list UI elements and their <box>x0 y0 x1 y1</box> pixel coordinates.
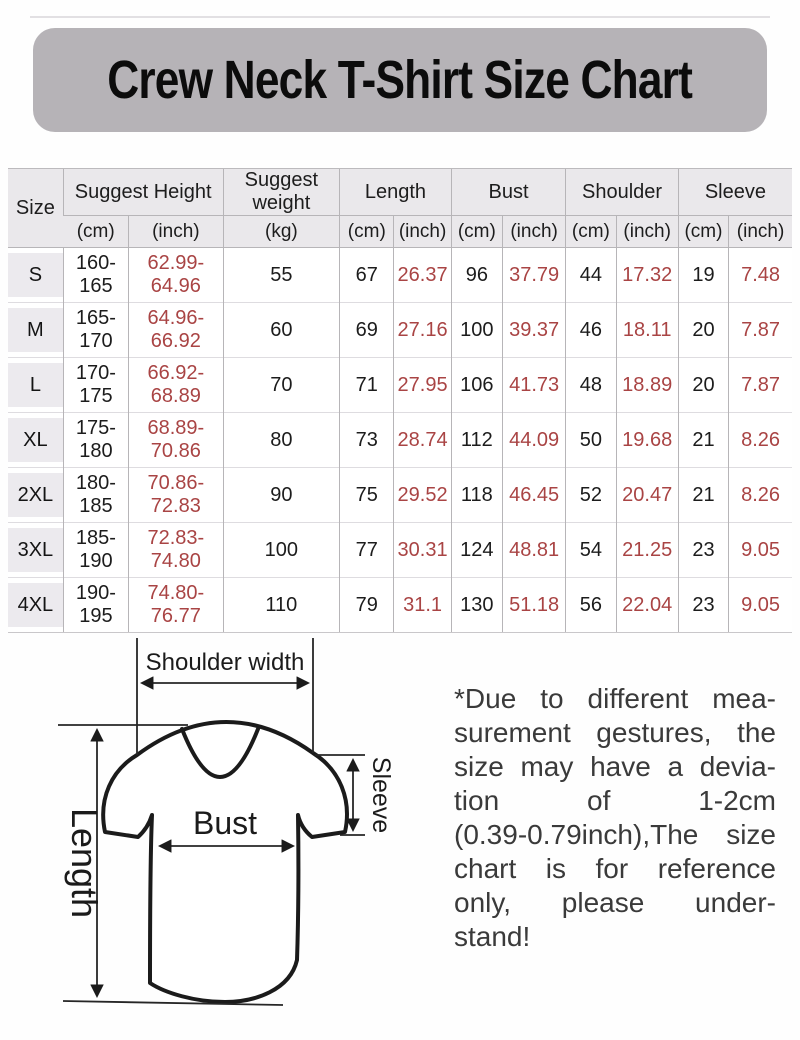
shoulder-cm-cell: 52 <box>566 468 616 523</box>
bust-inch-cell: 41.73 <box>502 358 565 413</box>
length-cm-cell: 71 <box>340 358 394 413</box>
weight-kg-cell: 60 <box>223 303 340 358</box>
shoulder-cm-cell: 56 <box>566 578 616 633</box>
size-table <box>8 168 792 633</box>
size-chip: 4XL <box>8 583 63 627</box>
note-line: tion of 1-2cm <box>454 785 776 816</box>
table-row <box>8 523 792 578</box>
length-cm-cell: 77 <box>340 523 394 578</box>
length-cm-cell: 69 <box>340 303 394 358</box>
unit-sleeve-inch: (inch) <box>729 216 792 248</box>
note-line: size may have a devia- <box>454 751 776 782</box>
height-cm-cell: 190-195 <box>63 578 128 633</box>
sleeve-cm-cell: 19 <box>678 248 728 303</box>
height-cm-cell: 170-175 <box>63 358 128 413</box>
shoulder-inch-cell: 22.04 <box>616 578 678 633</box>
header-unit-row <box>8 216 792 248</box>
col-header-shoulder: Shoulder <box>566 169 679 216</box>
weight-kg-cell: 90 <box>223 468 340 523</box>
bust-cm-cell: 96 <box>451 248 502 303</box>
sleeve-cm-cell: 21 <box>678 468 728 523</box>
size-table-rows <box>8 248 792 633</box>
col-header-sleeve: Sleeve <box>678 169 792 216</box>
sleeve-inch-cell: 7.87 <box>729 358 792 413</box>
bust-label: Bust <box>192 805 258 841</box>
col-header-bust: Bust <box>451 169 566 216</box>
unit-sleeve-cm: (cm) <box>678 216 728 248</box>
sleeve-inch-cell: 7.87 <box>729 303 792 358</box>
size-cell <box>8 413 63 468</box>
height-cm-cell: 160-165 <box>63 248 128 303</box>
weight-kg-cell: 100 <box>223 523 340 578</box>
header-group-row <box>8 169 792 216</box>
size-cell <box>8 523 63 578</box>
unit-length-cm: (cm) <box>340 216 394 248</box>
bust-inch-cell: 48.81 <box>502 523 565 578</box>
sleeve-cm-cell: 20 <box>678 358 728 413</box>
length-cm-cell: 79 <box>340 578 394 633</box>
bust-cm-cell: 100 <box>451 303 502 358</box>
table-row <box>8 358 792 413</box>
length-inch-cell: 30.31 <box>394 523 451 578</box>
table-row <box>8 303 792 358</box>
height-inch-cell: 62.99-64.96 <box>129 248 223 303</box>
size-chip: S <box>8 253 63 297</box>
shoulder-inch-cell: 18.11 <box>616 303 678 358</box>
shoulder-width-label: Shoulder width <box>145 649 305 676</box>
bust-inch-cell: 39.37 <box>502 303 565 358</box>
table-row <box>8 413 792 468</box>
sleeve-cm-cell: 23 <box>678 578 728 633</box>
length-label: Length <box>64 807 105 919</box>
sleeve-cm-cell: 20 <box>678 303 728 358</box>
title-banner <box>33 28 767 132</box>
col-header-length: Length <box>340 169 452 216</box>
bust-inch-cell: 37.79 <box>502 248 565 303</box>
top-divider <box>30 16 770 18</box>
sleeve-inch-cell: 7.48 <box>729 248 792 303</box>
height-cm-cell: 165-170 <box>63 303 128 358</box>
unit-bust-cm: (cm) <box>451 216 502 248</box>
bust-inch-cell: 46.45 <box>502 468 565 523</box>
length-inch-cell: 29.52 <box>394 468 451 523</box>
sleeve-inch-cell: 9.05 <box>729 523 792 578</box>
unit-height-cm: (cm) <box>63 216 128 248</box>
height-inch-cell: 68.89-70.86 <box>129 413 223 468</box>
length-inch-cell: 27.95 <box>394 358 451 413</box>
length-cm-cell: 73 <box>340 413 394 468</box>
col-header-height: Suggest Height <box>63 169 223 216</box>
length-inch-cell: 28.74 <box>394 413 451 468</box>
size-chip: M <box>8 308 63 352</box>
height-cm-cell: 175-180 <box>63 413 128 468</box>
size-cell <box>8 303 63 358</box>
bust-cm-cell: 130 <box>451 578 502 633</box>
unit-shoulder-inch: (inch) <box>616 216 678 248</box>
height-inch-cell: 74.80-76.77 <box>129 578 223 633</box>
size-cell <box>8 578 63 633</box>
size-chip: 3XL <box>8 528 63 572</box>
unit-length-inch: (inch) <box>394 216 451 248</box>
height-inch-cell: 72.83-74.80 <box>129 523 223 578</box>
shoulder-inch-cell: 21.25 <box>616 523 678 578</box>
sleeve-inch-cell: 8.26 <box>729 413 792 468</box>
weight-kg-cell: 70 <box>223 358 340 413</box>
size-cell <box>8 248 63 303</box>
unit-weight-kg: (kg) <box>223 216 340 248</box>
bust-inch-cell: 44.09 <box>502 413 565 468</box>
shoulder-inch-cell: 19.68 <box>616 413 678 468</box>
weight-kg-cell: 80 <box>223 413 340 468</box>
size-chip: 2XL <box>8 473 63 517</box>
size-cell <box>8 358 63 413</box>
size-table-head <box>8 169 792 248</box>
shoulder-cm-cell: 50 <box>566 413 616 468</box>
length-cm-cell: 75 <box>340 468 394 523</box>
col-header-size: Size <box>8 169 63 248</box>
table-row <box>8 468 792 523</box>
sleeve-cm-cell: 23 <box>678 523 728 578</box>
unit-height-inch: (inch) <box>129 216 223 248</box>
sleeve-cm-cell: 21 <box>678 413 728 468</box>
shoulder-cm-cell: 46 <box>566 303 616 358</box>
height-cm-cell: 180-185 <box>63 468 128 523</box>
note-line: stand! <box>454 921 531 952</box>
note-block <box>454 682 776 954</box>
note-line: *Due to different mea- <box>454 683 776 714</box>
page-title: Crew Neck T-Shirt Size Chart <box>107 50 693 110</box>
height-inch-cell: 70.86-72.83 <box>129 468 223 523</box>
sleeve-inch-cell: 8.26 <box>729 468 792 523</box>
size-cell <box>8 468 63 523</box>
shoulder-inch-cell: 20.47 <box>616 468 678 523</box>
height-cm-cell: 185-190 <box>63 523 128 578</box>
bust-inch-cell: 51.18 <box>502 578 565 633</box>
shoulder-cm-cell: 54 <box>566 523 616 578</box>
table-row <box>8 248 792 303</box>
unit-bust-inch: (inch) <box>502 216 565 248</box>
unit-shoulder-cm: (cm) <box>566 216 616 248</box>
note-line: chart is for reference <box>454 853 776 884</box>
height-inch-cell: 66.92-68.89 <box>129 358 223 413</box>
shoulder-inch-cell: 18.89 <box>616 358 678 413</box>
note-line: surement gestures, the <box>454 717 776 748</box>
weight-kg-cell: 55 <box>223 248 340 303</box>
height-inch-cell: 64.96-66.92 <box>129 303 223 358</box>
sleeve-inch-cell: 9.05 <box>729 578 792 633</box>
weight-kg-cell: 110 <box>223 578 340 633</box>
bust-cm-cell: 112 <box>451 413 502 468</box>
tshirt-outline <box>103 722 347 1002</box>
bust-cm-cell: 106 <box>451 358 502 413</box>
shoulder-cm-cell: 44 <box>566 248 616 303</box>
col-header-weight: Suggest weight <box>223 169 340 216</box>
sleeve-label: Sleeve <box>367 756 395 834</box>
tshirt-measurement-diagram <box>20 630 440 1040</box>
length-cm-cell: 67 <box>340 248 394 303</box>
size-table-wrap <box>8 168 792 633</box>
length-inch-cell: 31.1 <box>394 578 451 633</box>
shoulder-inch-cell: 17.32 <box>616 248 678 303</box>
bust-cm-cell: 124 <box>451 523 502 578</box>
length-inch-cell: 26.37 <box>394 248 451 303</box>
shoulder-cm-cell: 48 <box>566 358 616 413</box>
note-line: (0.39-0.79inch),The size <box>454 819 776 850</box>
size-chip: L <box>8 363 63 407</box>
length-inch-cell: 27.16 <box>394 303 451 358</box>
size-chip: XL <box>8 418 63 462</box>
note-line: only, please under- <box>454 887 776 918</box>
bust-cm-cell: 118 <box>451 468 502 523</box>
table-row <box>8 578 792 633</box>
